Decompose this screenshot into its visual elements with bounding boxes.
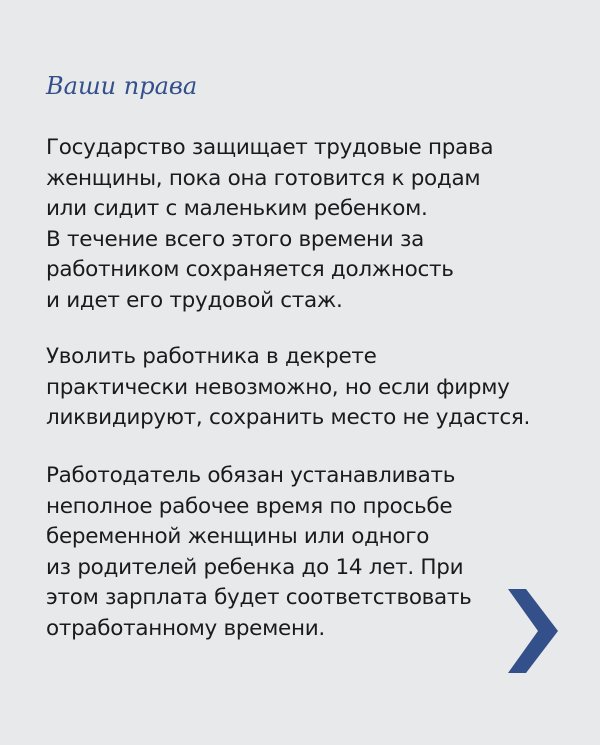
paragraph-line: беременной женщины или одного	[46, 524, 430, 549]
section-heading: Ваши права	[46, 72, 198, 100]
paragraph-line: В течение всего этого времени за	[46, 226, 424, 252]
paragraph-part-time	[46, 461, 472, 644]
paragraph-line: или сидит с маленьким ребенком.	[46, 196, 428, 221]
paragraph-line: из родителей ребенка до 14 лет. При	[46, 554, 464, 580]
paragraph-line: Уволить работника в декрете	[46, 344, 377, 369]
paragraph-rights-protection	[46, 133, 493, 316]
next-slide-button[interactable]	[508, 589, 558, 673]
chevron-right-icon	[508, 589, 558, 673]
paragraph-dismissal	[46, 342, 530, 434]
paragraph-line: Государство защищает трудовые права	[46, 135, 494, 160]
paragraph-line: ликвидируют, сохранить место не удастся.	[46, 405, 531, 430]
paragraph-line: работником сохраняется должность	[46, 257, 454, 282]
paragraph-line: практически невозможно, но если фирму	[46, 374, 510, 400]
paragraph-line: отработанному времени.	[46, 615, 325, 641]
paragraph-line: этом зарплата будет соответствовать	[46, 585, 472, 610]
paragraph-line: и идет его трудовой стаж.	[46, 287, 343, 313]
paragraph-line: женщины, пока она готовится к родам	[46, 165, 481, 191]
paragraph-line: Работодатель обязан устанавливать	[46, 463, 456, 488]
paragraph-line: неполное рабочее время по просьбе	[46, 493, 453, 519]
